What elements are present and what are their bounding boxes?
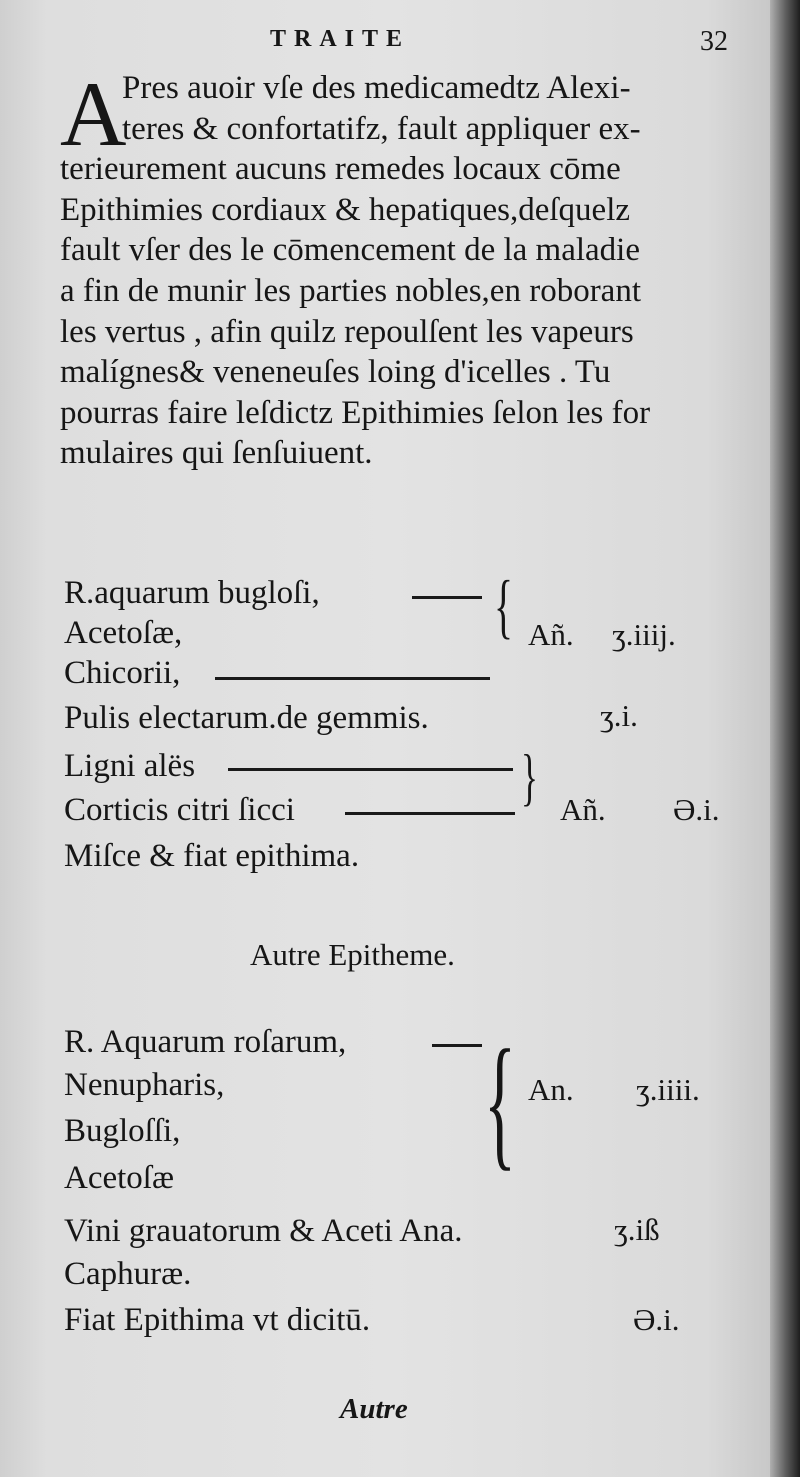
brace-symbol: } [521, 741, 538, 812]
brace-symbol: { [494, 566, 514, 646]
paragraph-line: mulaires qui ſenſuiuent. [60, 435, 373, 472]
dose-value: ʒ.iiii. [636, 1072, 700, 1107]
rule-line [432, 1044, 482, 1047]
section-heading: Autre Epitheme. [250, 937, 455, 972]
paragraph-line: malígnes& veneneuſes loing d'icelles . Tu [60, 354, 611, 391]
dose-value: Ə.i. [633, 1302, 680, 1337]
paragraph-line: terieurement aucuns remedes locaux cōme [60, 151, 621, 188]
recipe-item: R.aquarum bugloſi, [64, 575, 320, 611]
recipe-item: Ligni alës [64, 748, 196, 784]
paragraph-line: pourras faire leſdictz Epithimies ſelon les for [60, 394, 651, 431]
paragraph-line: a fin de munir les parties nobles,en roborant [60, 273, 641, 309]
dose-value: ʒ.iß [614, 1212, 660, 1247]
page-header [0, 22, 785, 62]
recipe-item: Corticis citri ſicci [64, 792, 295, 828]
rule-line [215, 677, 490, 680]
recipe-item: Bugloſſi, [64, 1113, 181, 1149]
paragraph-line: teres & confortatifz, fault appliquer ex- [122, 110, 641, 147]
rule-line [345, 812, 515, 815]
paragraph-line: fault vſer des le cōmencement de la maladie [60, 232, 640, 269]
ana-label: Añ. [560, 792, 606, 827]
running-title: TRAITE [270, 26, 411, 52]
recipe-item: Vini grauatorum & Aceti Ana. [64, 1213, 463, 1249]
paragraph-line: Epithimies cordiaux & hepatiques,deſquelz [60, 191, 631, 228]
rule-line [412, 596, 482, 599]
recipe-item: Acetoſæ, [64, 615, 183, 651]
recipe-item: R. Aquarum roſarum, [64, 1024, 347, 1060]
recipe-item: Fiat Epithima vt dicitū. [64, 1302, 371, 1338]
recipe-item: Chicorii, [64, 655, 181, 691]
brace-symbol: { [484, 1020, 516, 1184]
dose-value: ʒ.iiij. [612, 617, 676, 652]
recipe-item: Nenupharis, [64, 1067, 225, 1103]
rule-line [228, 768, 513, 771]
recipe-item: Pulis electarum.de gemmis. [64, 700, 429, 736]
recipe-item: Caphuræ. [64, 1256, 192, 1292]
recipe-item: Acetoſæ [64, 1160, 174, 1196]
paragraph-line: Pres auoir vſe des medicamedtz Alexi- [122, 70, 631, 106]
dose-value: ʒ.i. [600, 698, 638, 733]
ana-label: An. [528, 1072, 574, 1107]
drop-cap: A [60, 63, 127, 165]
page-number: 32 [700, 26, 728, 57]
dose-value: Ə.i. [673, 792, 720, 827]
recipe-item: Miſce & fiat epithima. [64, 838, 360, 874]
catchword: Autre [340, 1393, 408, 1425]
paragraph-line: les vertus , afin quilz repoulſent les vapeurs [60, 313, 634, 350]
ana-label: Añ. [528, 617, 574, 652]
book-gutter [770, 0, 800, 1477]
